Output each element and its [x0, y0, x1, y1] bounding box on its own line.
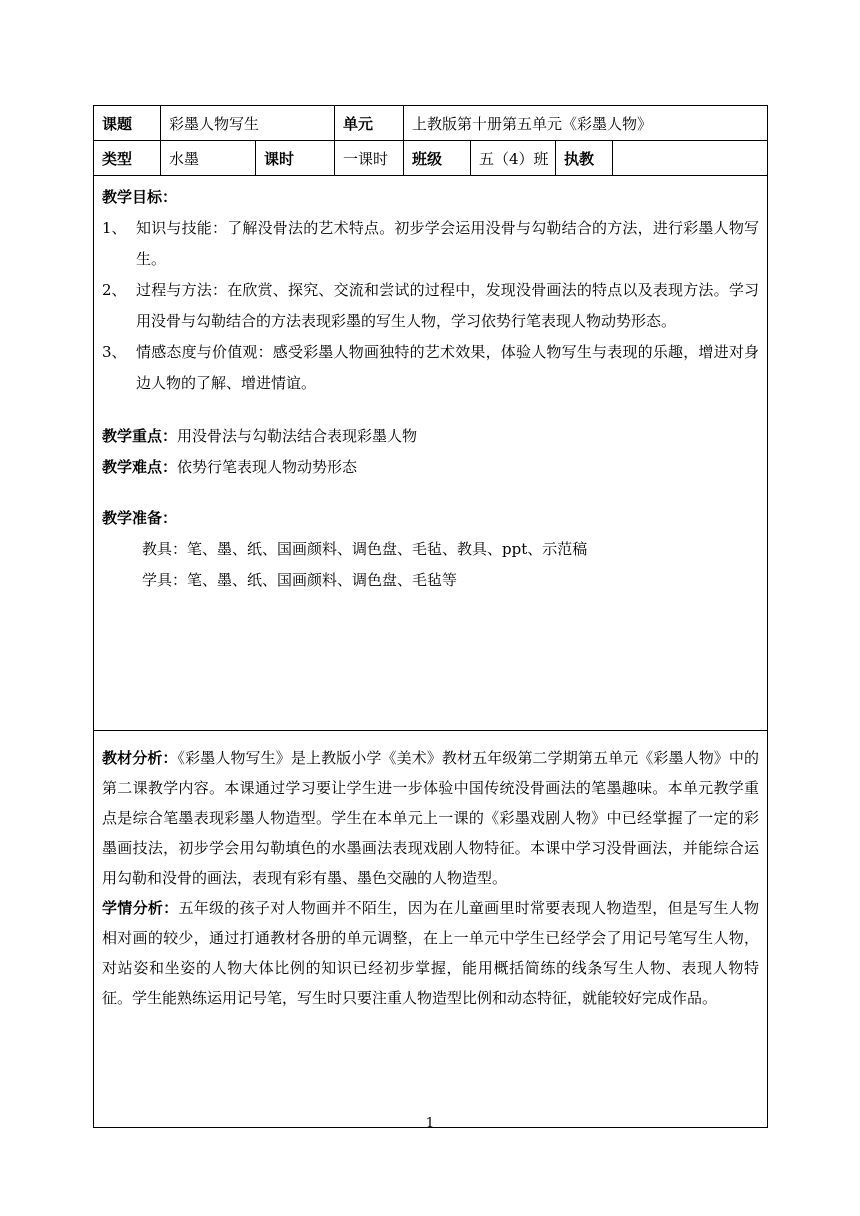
objective-text: 知识与技能：了解没骨法的艺术特点。初步学会运用没骨与勾勒结合的方法，进行彩墨人物写生。 [136, 219, 760, 268]
topic-value: 彩墨人物写生 [161, 106, 335, 141]
objective-text: 过程与方法：在欣赏、探究、交流和尝试的过程中，发现没骨画法的特点以及表现方法。学习用没骨与勾勒结合的方法表现彩墨的写生人物，学习依势行笔表现人物动势形态。 [136, 281, 760, 330]
topic-label: 课题 [94, 106, 161, 141]
key-point-label: 教学重点： [102, 427, 178, 445]
objective-number: 1、 [102, 219, 127, 237]
goals-section [94, 176, 768, 731]
objective-number: 2、 [102, 281, 127, 299]
class-value: 五（4）班 [471, 141, 556, 176]
material-analysis-text: 《彩墨人物写生》是上教版小学《美术》教材五年级第二学期第五单元《彩墨人物》中的第二课教学内容。本课通过学习要让学生进一步体验中国传统没骨画法的笔墨趣味。本单元教学重点是综合笔墨表现彩墨人物造型。学生在本单元上一课的《彩墨戏剧人物》中已经掌握了一定的彩墨画技法，初步学会用勾勒填色的水墨画法表现戏剧人物特征。本课中学习没骨画法，并能综合运用勾勒和没骨的画法，表现有彩有墨、墨色交融的人物造型。 [102, 749, 760, 887]
unit-label: 单元 [335, 106, 404, 141]
objective-item [102, 213, 759, 275]
lesson-plan-table [93, 105, 768, 1128]
difficulty-text: 依势行笔表现人物动势形态 [177, 458, 358, 476]
teacher-value [613, 141, 768, 176]
objectives-title: 教学目标： [102, 188, 178, 206]
goals-section-row [94, 176, 768, 731]
period-label: 课时 [256, 141, 335, 176]
student-tools: 学具：笔、墨、纸、国画颜料、调色盘、毛毡等 [142, 571, 458, 589]
material-analysis-label: 教材分析： [102, 749, 178, 767]
student-analysis-label: 学情分析： [102, 899, 179, 917]
unit-value: 上教版第十册第五单元《彩墨人物》 [404, 106, 768, 141]
material-analysis [102, 743, 759, 893]
objective-number: 3、 [102, 343, 127, 361]
header-row-2 [94, 141, 768, 176]
objective-item [102, 275, 759, 337]
key-point [102, 421, 759, 452]
page-number: 1 [425, 1116, 435, 1131]
difficulty [102, 452, 759, 483]
key-point-text: 用没骨法与勾勒法结合表现彩墨人物 [177, 427, 418, 445]
teacher-label: 执教 [556, 141, 613, 176]
objective-item [102, 337, 759, 399]
student-analysis-text: 五年级的孩子对人物画并不陌生，因为在儿童画里时常要表现人物造型，但是写生人物相对画的较少，通过打通教材各册的单元调整，在上一单元中学生已经学会了用记号笔写生人物，对站姿和坐姿的人物大体比例的知识已经初步掌握，能用概括简练的线条写生人物、表现人物特征。学生能熟练运用记号笔，写生时只要注重人物造型比例和动态特征，就能较好完成作品。 [102, 899, 760, 1007]
preparation-title: 教学准备： [102, 509, 178, 527]
analysis-section-row [94, 731, 768, 1128]
type-label: 类型 [94, 141, 161, 176]
type-value: 水墨 [161, 141, 256, 176]
student-analysis [102, 893, 759, 1013]
class-label: 班级 [404, 141, 471, 176]
header-row-1 [94, 106, 768, 141]
period-value: 一课时 [335, 141, 404, 176]
analysis-section [94, 731, 768, 1128]
teacher-tools: 教具：笔、墨、纸、国画颜料、调色盘、毛毡、教具、ppt、示范稿 [142, 540, 588, 558]
difficulty-label: 教学难点： [102, 458, 178, 476]
objective-text: 情感态度与价值观：感受彩墨人物画独特的艺术效果，体验人物写生与表现的乐趣，增进对身边人物的了解、增进情谊。 [136, 343, 760, 392]
